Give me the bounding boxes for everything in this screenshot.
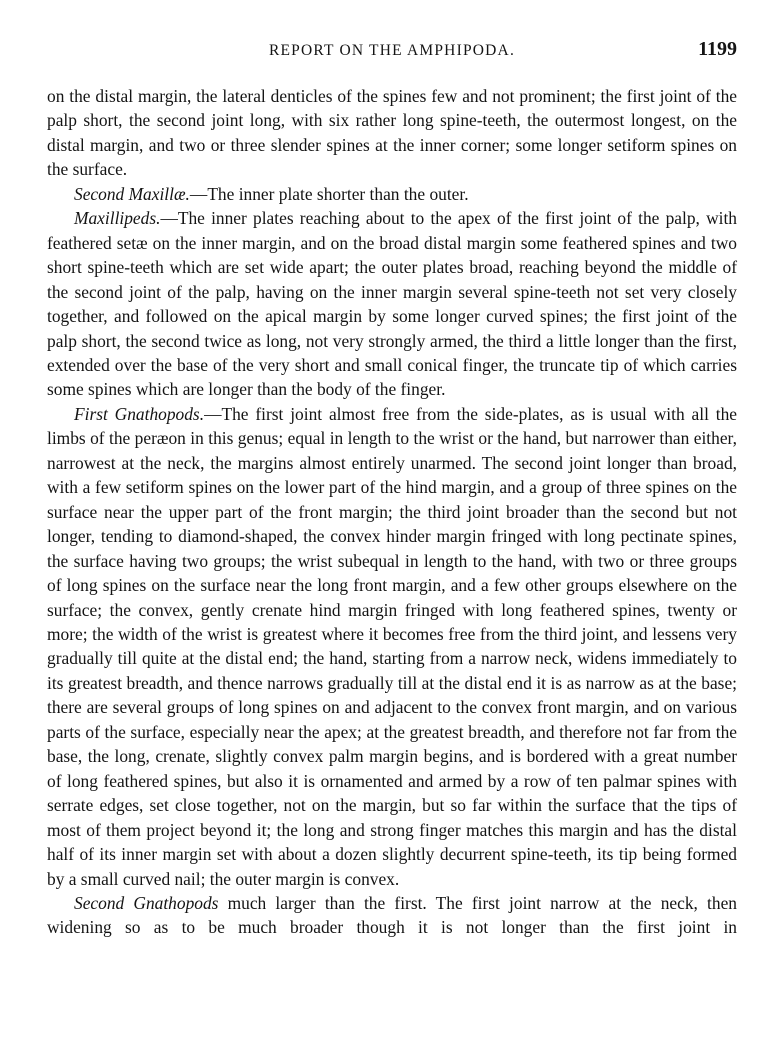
paragraph-text: on the distal margin, the lateral denticles of the spines few and not prominent; the first joint of the palp short, the second joint long, with six rather long spine-teeth, the outermost longest, on the distal margin, and two or three slender spines at the inner corner; some longer setiform spines on the surface.: [47, 86, 737, 180]
paragraph-second-gnathopods: [47, 891, 737, 940]
paragraph-continuation: [47, 84, 737, 182]
paragraph-first-gnathopods: [47, 402, 737, 891]
section-heading-second-maxillae: Second Maxillæ.: [74, 183, 190, 204]
section-heading-first-gnathopods: First Gnathopods.: [74, 403, 205, 424]
page-number: 1199: [698, 38, 737, 60]
paragraph-text: —The first joint almost free from the side-plates, as is usual with all the limbs of the peræon in this genus; equal in length to the wrist or the hand, but narrower than either, narrowest at the neck, the margins almost entirely unarmed. The second joint longer than broad, with a few setiform spines on the lower part of the hind margin, and a group of three spines on the surface near the upper part of the front margin; the third joint broader than the second but not longer, tending to diamond-shaped, the convex hinder margin fringed with long pectinate spines, the surface having two groups; the wrist subequal in length to the hand, with two or three groups of long spines on the surface near the long front margin, and a few other groups elsewhere on the surface; the convex, gently crenate hind margin fringed with long feathered spines, twenty or more; the width of the wrist is greatest where it becomes free from the third joint, and lessens very gradually till quite at the distal end; the hand, starting from a narrow neck, widens immediately to its greatest breadth, and thence narrows gradually till at the distal end it is as narrow as at the base; there are several groups of long spines on and adjacent to the convex front margin, and on various parts of the surface, especially near the apex; at the greatest breadth, and therefore not far from the base, the long, crenate, slightly convex palm margin begins, and is bordered with a great number of long feathered spines, but also it is ornamented and armed by a row of ten palmar spines with serrate edges, set close together, not on the margin, but so far within the surface that the tips of most of them project beyond it; the long and strong finger matches this margin and has the distal half of its inner margin set with about a dozen slightly decurrent spine-teeth, its tip being formed by a small curved nail; the outer margin is convex.: [47, 403, 737, 889]
paragraph-maxillipeds: [47, 206, 737, 402]
body-text: [47, 84, 737, 940]
paragraph-text: —The inner plate shorter than the outer.: [189, 183, 469, 204]
section-heading-maxillipeds: Maxillipeds.: [74, 208, 161, 229]
paragraph-text: much larger than the first. The first joint narrow at the neck, then widening so as to be much broader though it is not longer than the first joint in: [47, 892, 737, 938]
paragraph-second-maxillae: [47, 182, 737, 206]
paragraph-text: —The inner plates reaching about to the apex of the first joint of the palp, with feathered setæ on the inner margin, and on the broad distal margin some feathered spines and two short spine-teeth which are set wide apart; the outer plates broad, reaching beyond the middle of the second joint of the palp, having on the inner margin several spine-teeth not set very closely together, and followed on the apical margin by some longer curved spines; the first joint of the palp short, the second twice as long, not very strongly armed, the third a little longer than the first, extended over the base of the very short and small conical finger, the truncate tip of which carries some spines which are longer than the body of the finger.: [47, 208, 737, 400]
running-title: REPORT ON THE AMPHIPODA.: [268, 42, 516, 59]
section-heading-second-gnathopods: Second Gnathopods: [74, 892, 219, 913]
page-header: [47, 38, 737, 66]
